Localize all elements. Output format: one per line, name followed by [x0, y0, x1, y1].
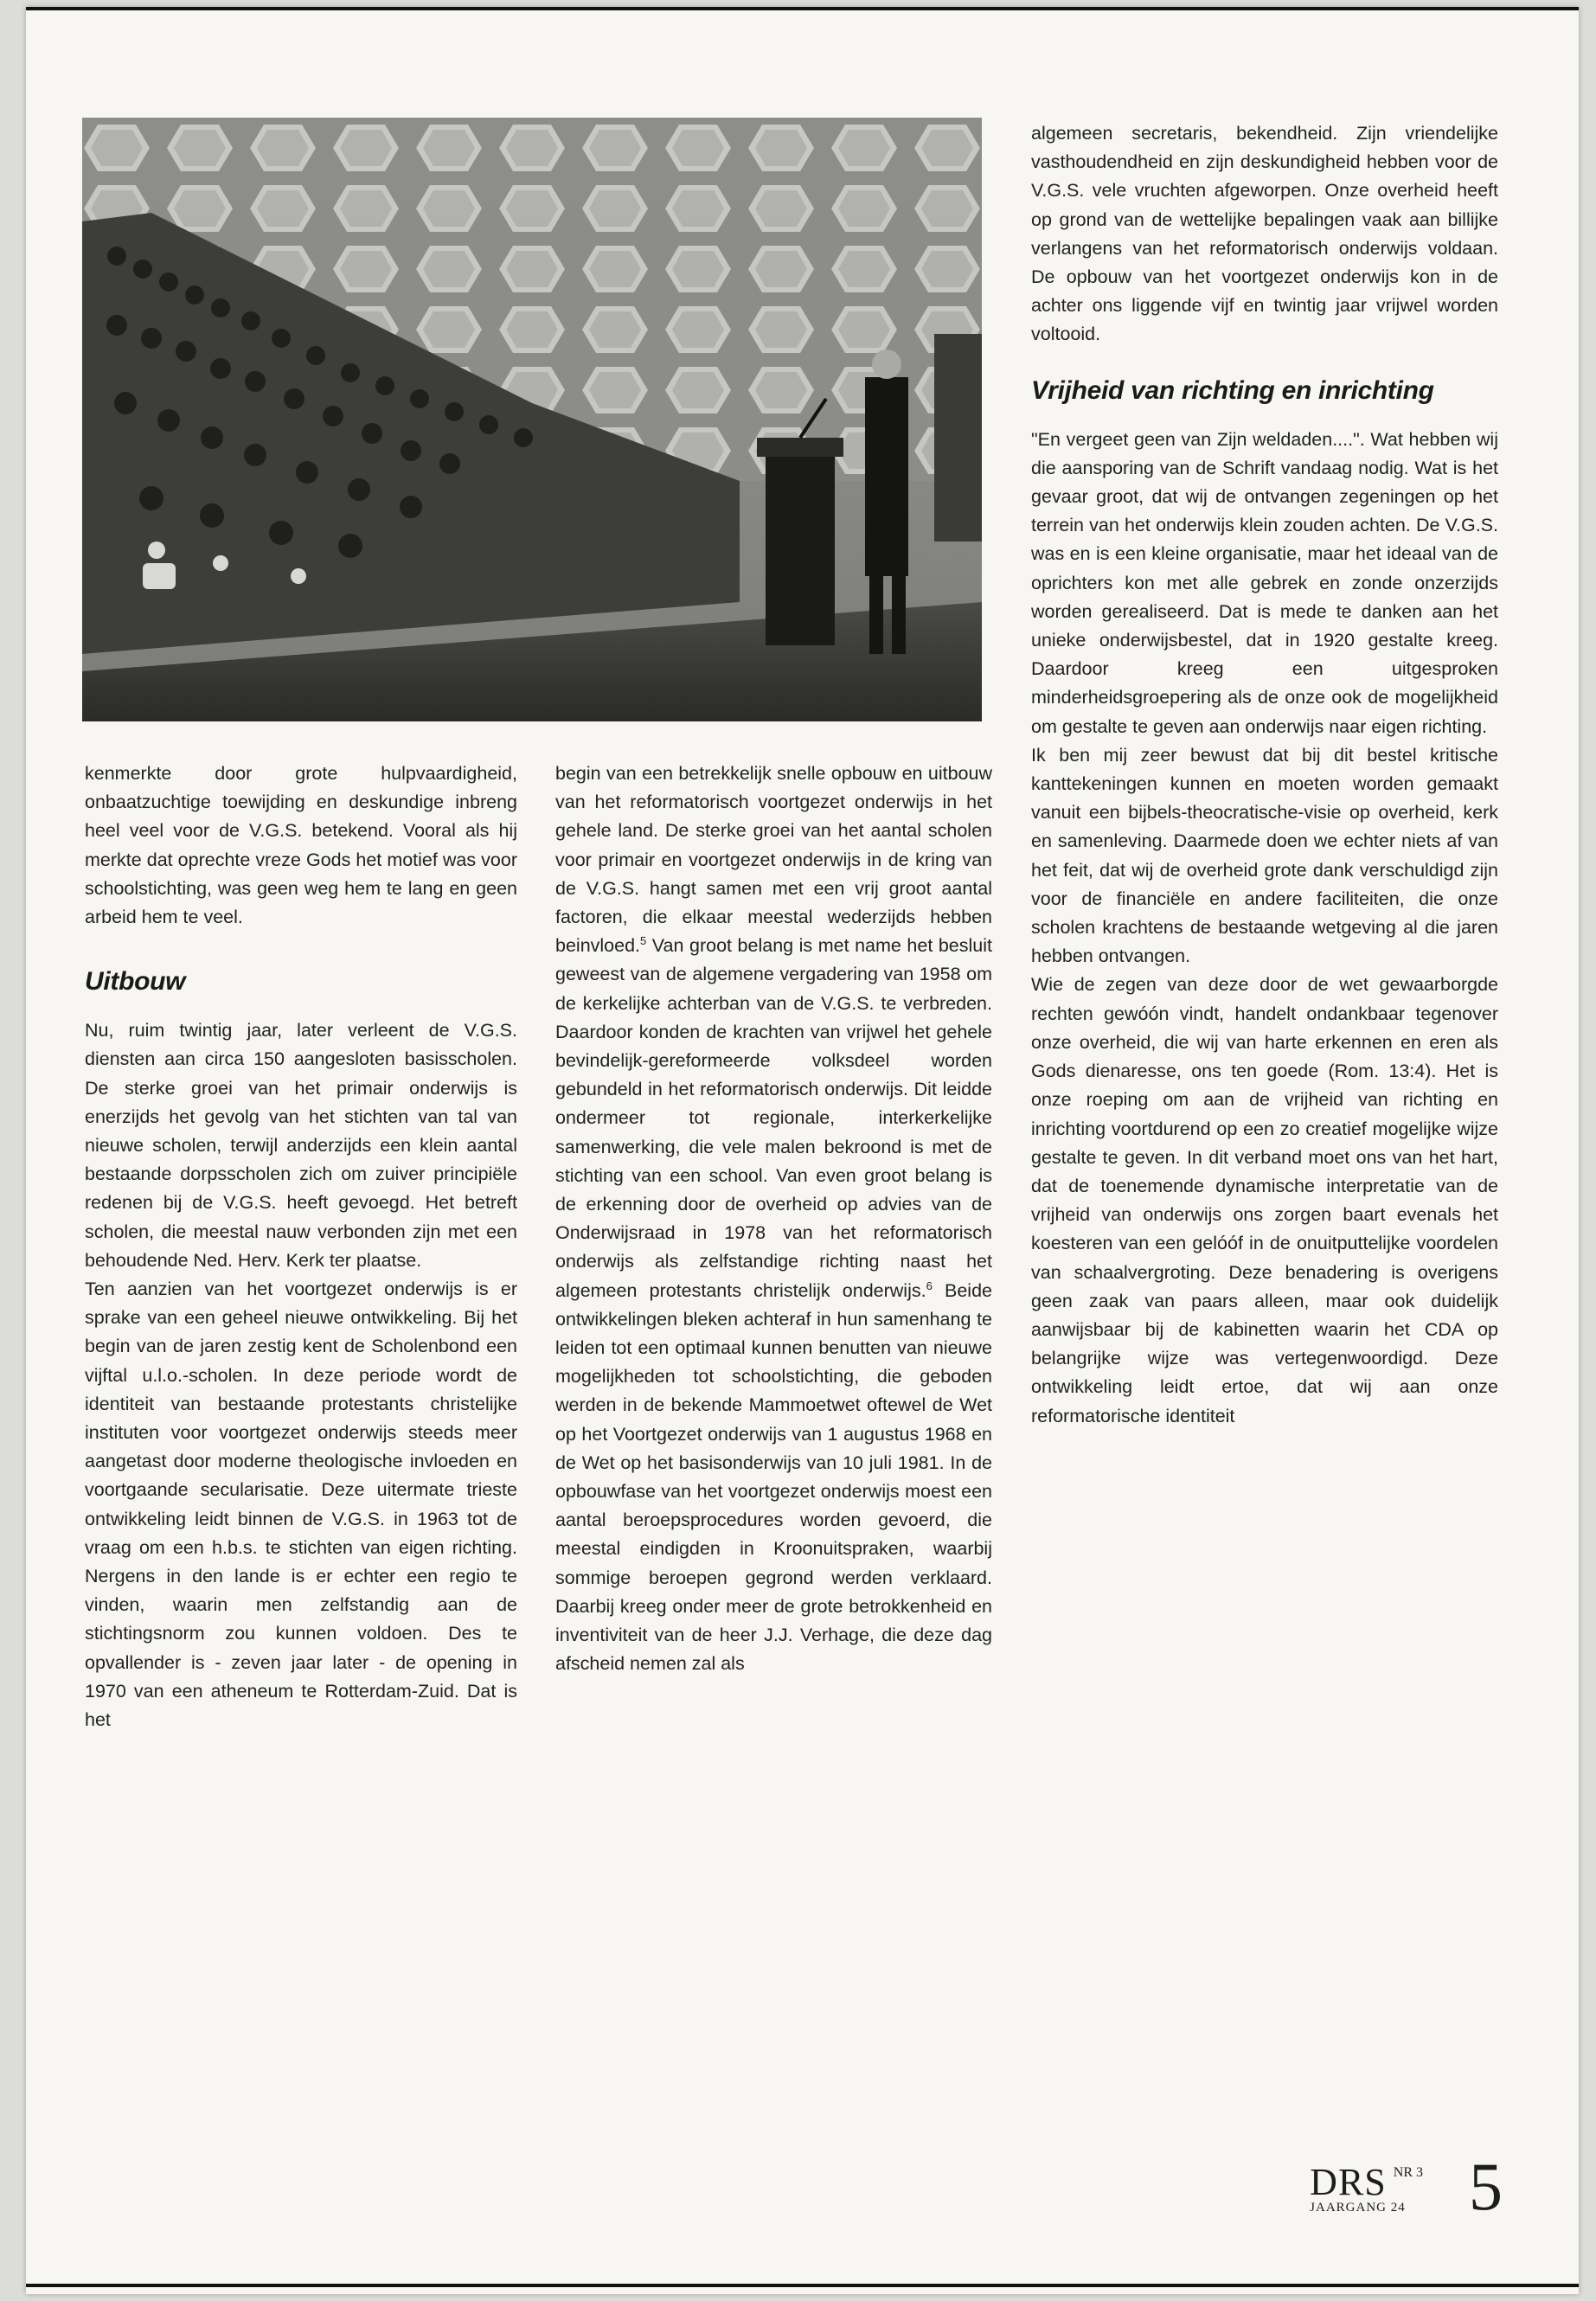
auditorium-photo — [82, 118, 982, 721]
magazine-name: DRS — [1310, 2161, 1387, 2203]
magazine-page — [26, 7, 1579, 2294]
page-footer — [1189, 2148, 1518, 2226]
column-middle-text-c: Beide ontwikkelingen bleken achteraf in hun samenhang te leiden tot een optimaal kunnen benutten van nieuwe mogelijkheden tot schoolstichting, die geboden werden in de bekende Mammoetwet oftewel de Wet op het Voortgezet onderwijs van 1 augustus 1968 en de Wet op het basisonderwijs van 10 juli 1981. In de opbouwfase van het voortgezet onderwijs moest een aantal beroepsprocedures worden gevoerd, die meestal eindigden in Kroonuitspraken, waarbij sommige beroepen gegrond werden verklaard. Daarbij kreeg onder meer de grote betrokkenheid en inventiviteit van de heer J.J. Verhage, die deze dag afscheid nemen zal als — [555, 1279, 992, 1675]
column-left-paragraph-3: Ten aanzien van het voortgezet onderwijs is er sprake van een geheel nieuwe ontwikkeling. Bij het begin van de jaren zestig kent de Scholenbond een vijftal u.l.o.-scholen. In deze periode wordt de identiteit van bestaande protestants christelijke instituten voor voortgezet onderwijs steeds meer aangetast door moderne theologische invloeden en voortgaande secularisatie. Deze uitermate trieste ontwikkeling leidt binnen de V.G.S. in 1963 tot de vraag om een h.b.s. te stichten van eigen richting. Nergens in den lande is er echter een regio te vinden, waarin men zelfstandig aan de stichtingsnorm zou kunnen voldoen. Des te opvallender is - zeven jaar later - de opening in 1970 van een atheneum te Rotterdam-Zuid. Dat is het — [85, 1279, 517, 1731]
column-right — [1031, 119, 1498, 1431]
section-heading-uitbouw: Uitbouw — [85, 967, 186, 997]
magazine-masthead — [1310, 2160, 1423, 2215]
column-middle-text-b: Van groot belang is met name het besluit geweest van de algemene vergadering van 1958 om de kerkelijke achterban van de V.G.S. te verbreden. Daardoor konden de krachten van vrijwel het gehele bevindelijk-gereformeerde volksdeel worden gebundeld in het reformatorisch onderwijs. Dit leidde ondermeer tot regionale, interkerkelijke samenwerking, die vele malen bekroond is met de stichting van een school. Van even groot belang is de erkenning door de overheid op advies van de Onderwijsraad in 1978 van het reformatorisch onderwijs als zelfstandige richting naast het algemeen protestants christelijk onderwijs. — [555, 935, 992, 1301]
column-right-paragraph-3: Ik ben mij zeer bewust dat bij dit bestel kritische kanttekeningen kunnen en moeten worden gemaakt vanuit een bijbels-theocratische-visie op overheid, kerk en samenleving. Daarmede doen we echter niets af van het feit, dat wij de overheid grote dank verschuldigd zijn voor de financiële en andere faciliteiten, die onze scholen krachtens de bestaande wetgeving al die jaren hebben ontvangen. — [1031, 744, 1498, 967]
column-right-paragraph-2: "En vergeet geen van Zijn weldaden....". Wat hebben wij die aansporing van de Schrift vandaag nodig. Wat is het gevaar groot, dat wij de ontvangen zegeningen op het terrein van het onderwijs klein zouden achten. De V.G.S. was en is een kleine organisatie, maar het ideaal van de oprichters kon met alle gebrek en zonde onzerzijds worden gerealiseerd. Dat is mede te danken aan het unieke onderwijsbestel, dat in 1920 gestalte kreeg. Daardoor kreeg een uitgesproken minderheidsgroepering als de onze ook de mogelijkheid om gestalte te geven aan onderwijs naar eigen richting. — [1031, 428, 1498, 737]
footnote-ref-5: 5 — [640, 934, 647, 948]
column-right-paragraph-4: Wie de zegen van deze door de wet gewaarborgde rechten gewóón vindt, handelt ondankbaar tegenover onze overheid, die wij van harte erkennen en eren als Gods dienaresse, ons ten goede (Rom. 13:4). Het is onze roeping om aan de vrijheid van richting en inrichting voortdurend op een zo creatief mogelijke wijze gestalte te geven. In dit verband moet ons van het hart, dat de toenemende dynamische interpretatie van de vrijheid van onderwijs ons zorgen baart evenals het koesteren van een gelóóf in de onuitputtelijke voordelen van schaalvergroting. Deze benadering is overigens geen zaak van paars alleen, maar ook duidelijk aanwijsbaar bij de kabinetten waarin het CDA op belangrijke wijze was vertegenwoordigd. Deze ontwikkeling leidt ertoe, dat wij aan onze reformatorische identiteit — [1031, 974, 1498, 1426]
photo-image — [82, 118, 982, 721]
column-middle-paragraph — [555, 760, 992, 1679]
column-left-paragraph-1: kenmerkte door grote hulpvaardigheid, onbaatzuchtige toewijding en deskundige inbreng heel veel voor de V.G.S. betekend. Vooral als hij merkte dat oprechte vreze Gods het motief was voor schoolstichting, was geen weg hem te lang en geen arbeid hem te veel. — [85, 763, 517, 928]
issue-number: NR 3 — [1393, 2165, 1423, 2180]
column-middle — [555, 760, 992, 1679]
volume-label: JAARGANG 24 — [1310, 2201, 1406, 2214]
column-left-paragraph-2: Nu, ruim twintig jaar, later verleent de V.G.S. diensten aan circa 150 aangesloten basisscholen. De sterke groei van het primair onderwijs is enerzijds het gevolg van het stichten van tal van nieuwe scholen, terwijl anderzijds een klein aantal bestaande dorpsscholen zich om zuiver principiële redenen bij de V.G.S. heeft gevoegd. Het betreft scholen, die meestal nauw verbonden zijn met een behoudende Ned. Herv. Kerk ter plaatse. — [85, 1020, 517, 1271]
column-middle-text-a: begin van een betrekkelijk snelle opbouw en uitbouw van het reformatorisch voortgezet onderwijs in het gehele land. De sterke groei van het aantal scholen voor primair en voortgezet onderwijs in de kring van de V.G.S. hangt samen met een vrij groot aantal factoren, die elkaar meestal wederzijds hebben beinvloed. — [555, 763, 992, 957]
bottom-rule — [26, 2284, 1579, 2287]
column-right-paragraph-1: algemeen secretaris, bekendheid. Zijn vriendelijke vasthoudendheid en zijn deskundigheid hebben voor de V.G.S. vele vruchten afgeworpen. Onze overheid heeft op grond van de wettelijke bepalingen vaak aan billijke verlangens van het reformatorisch onderwijs voldaan. De opbouw van het voortgezet onderwijs kon in de achter ons liggende vijf en twintig jaar vrijwel worden voltooid. — [1031, 123, 1498, 345]
section-heading-vrijheid: Vrijheid van richting en inrichting — [1031, 375, 1434, 405]
footnote-ref-6: 6 — [926, 1279, 933, 1292]
column-left — [85, 760, 517, 1734]
top-rule — [26, 7, 1579, 10]
page-number: 5 — [1469, 2149, 1503, 2224]
